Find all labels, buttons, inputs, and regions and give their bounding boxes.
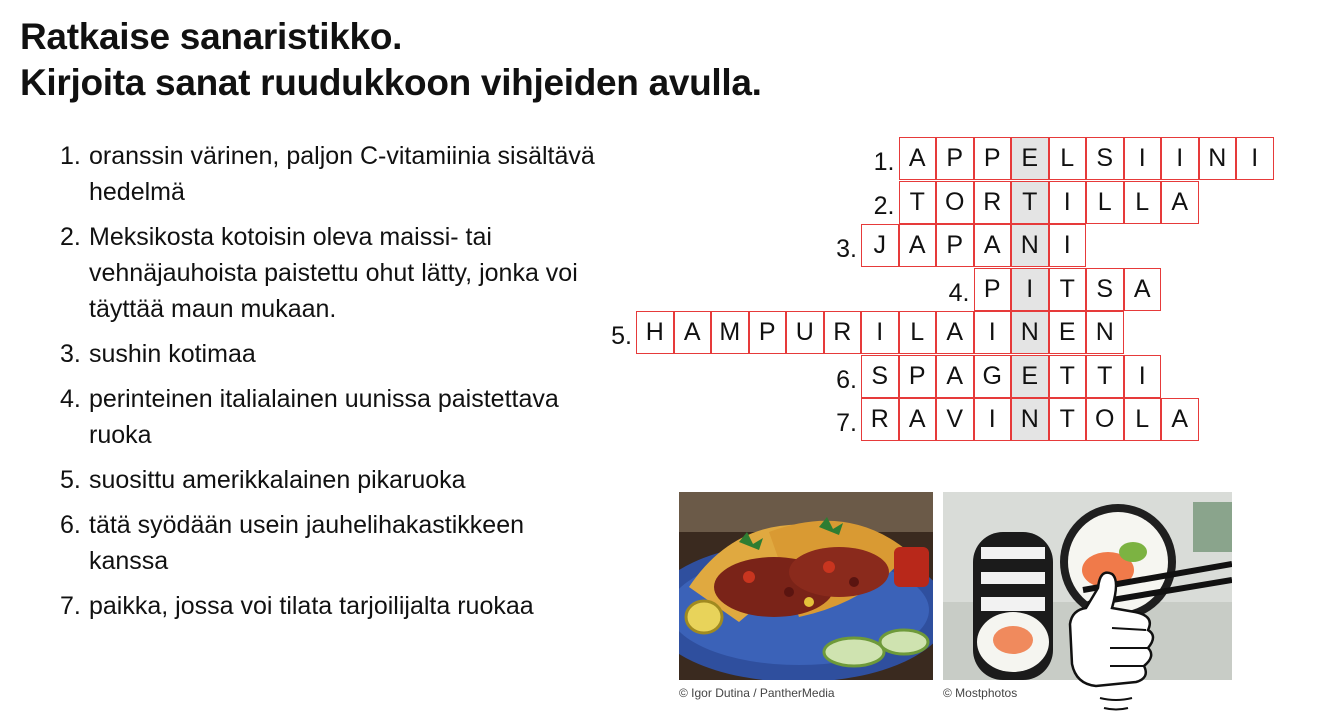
crossword-cell[interactable]: R: [974, 181, 1012, 224]
crossword-row-number: 4.: [948, 279, 970, 307]
clue-number: 3.: [60, 340, 81, 368]
clue-number: 6.: [60, 511, 81, 539]
clue-item: [60, 219, 600, 327]
crossword-cell[interactable]: A: [674, 311, 712, 354]
crossword-cell[interactable]: A: [899, 137, 937, 180]
clue-text: Meksikosta kotoisin oleva maissi- tai vehnäjauhoista paistettu ohut lätty, jonka voi täyttää maun mukaan.: [89, 223, 578, 323]
crossword-cell[interactable]: T: [1086, 355, 1124, 398]
clue-item: [60, 381, 600, 453]
crossword-key-cell[interactable]: E: [1011, 355, 1049, 398]
crossword-cell[interactable]: O: [1086, 398, 1124, 441]
clue-text: suosittu amerikkalainen pikaruoka: [89, 466, 466, 494]
crossword-row-number: 3.: [836, 235, 857, 263]
crossword-cell[interactable]: I: [1236, 137, 1274, 180]
clue-number: 4.: [60, 385, 81, 413]
crossword-cell[interactable]: I: [974, 311, 1012, 354]
tacos-photo: [679, 492, 933, 680]
crossword-cell[interactable]: V: [936, 398, 974, 441]
crossword-cell[interactable]: P: [899, 355, 937, 398]
crossword-cell[interactable]: A: [936, 311, 974, 354]
crossword-cell[interactable]: I: [974, 398, 1012, 441]
crossword-cell[interactable]: I: [861, 311, 899, 354]
crossword-cell[interactable]: L: [899, 311, 937, 354]
crossword-key-cell[interactable]: N: [1011, 398, 1049, 441]
crossword-cell[interactable]: A: [974, 224, 1012, 267]
crossword-row-number: 1.: [873, 148, 895, 176]
crossword-key-cell[interactable]: E: [1011, 137, 1049, 180]
crossword-row-number: 5.: [611, 322, 632, 350]
crossword-cell[interactable]: I: [1161, 137, 1199, 180]
crossword-row-number: 7.: [836, 409, 857, 437]
title-line-2: Kirjoita sanat ruudukkoon vihjeiden avulla.: [20, 62, 762, 103]
crossword-cell[interactable]: P: [974, 137, 1012, 180]
thumbs-up-icon: [1060, 568, 1170, 718]
crossword-cell[interactable]: J: [861, 224, 899, 267]
crossword-cell[interactable]: I: [1049, 224, 1087, 267]
crossword-cell[interactable]: P: [936, 224, 974, 267]
crossword-cell[interactable]: A: [1124, 268, 1162, 311]
crossword-cell[interactable]: P: [974, 268, 1012, 311]
clue-item: [60, 138, 600, 210]
crossword-cell[interactable]: A: [899, 398, 937, 441]
crossword-cell[interactable]: I: [1124, 355, 1162, 398]
crossword-cell[interactable]: S: [1086, 137, 1124, 180]
crossword-cell[interactable]: S: [861, 355, 899, 398]
crossword-key-cell[interactable]: I: [1011, 268, 1049, 311]
crossword-cell[interactable]: E: [1049, 311, 1087, 354]
crossword-cell[interactable]: T: [899, 181, 937, 224]
crossword-cell[interactable]: A: [936, 355, 974, 398]
crossword-row-number: 6.: [836, 366, 857, 394]
crossword-cell[interactable]: H: [636, 311, 674, 354]
crossword-cell[interactable]: P: [936, 137, 974, 180]
sushi-photo-credit: © Mostphotos: [943, 686, 1018, 700]
crossword-cell[interactable]: I: [1049, 181, 1087, 224]
crossword-row-number: 2.: [873, 192, 895, 220]
crossword-cell[interactable]: I: [1124, 137, 1162, 180]
clue-list: [60, 138, 600, 633]
page-title: [20, 14, 762, 106]
tacos-illustration: [679, 492, 933, 680]
crossword-cell[interactable]: T: [1049, 355, 1087, 398]
clue-item: [60, 588, 600, 624]
clue-text: perinteinen italialainen uunissa paistettava ruoka: [89, 385, 559, 449]
clue-item: [60, 507, 600, 579]
clue-item: [60, 462, 600, 498]
crossword-cell[interactable]: T: [1049, 398, 1087, 441]
clue-number: 1.: [60, 142, 81, 170]
clue-text: paikka, jossa voi tilata tarjoilijalta ruokaa: [89, 592, 534, 620]
crossword-cell[interactable]: S: [1086, 268, 1124, 311]
clue-text: tätä syödään usein jauhelihakastikkeen kanssa: [89, 511, 525, 575]
crossword-key-cell[interactable]: T: [1011, 181, 1049, 224]
crossword-cell[interactable]: T: [1049, 268, 1087, 311]
crossword-key-cell[interactable]: N: [1011, 311, 1049, 354]
crossword-cell[interactable]: N: [1086, 311, 1124, 354]
crossword-cell[interactable]: L: [1124, 181, 1162, 224]
crossword-cell[interactable]: A: [1161, 181, 1199, 224]
crossword-cell[interactable]: L: [1049, 137, 1087, 180]
crossword-cell[interactable]: O: [936, 181, 974, 224]
clue-number: 7.: [60, 592, 81, 620]
crossword-cell[interactable]: P: [749, 311, 787, 354]
clue-text: sushin kotimaa: [89, 340, 256, 368]
crossword-cell[interactable]: M: [711, 311, 749, 354]
crossword-cell[interactable]: N: [1199, 137, 1237, 180]
crossword-cell[interactable]: U: [786, 311, 824, 354]
tacos-photo-credit: © Igor Dutina / PantherMedia: [679, 686, 835, 700]
crossword-cell[interactable]: R: [824, 311, 862, 354]
crossword-cell[interactable]: A: [1161, 398, 1199, 441]
clue-text: oranssin värinen, paljon C-vitamiinia sisältävä hedelmä: [89, 142, 595, 206]
clue-number: 5.: [60, 466, 81, 494]
title-line-1: Ratkaise sanaristikko.: [20, 16, 403, 57]
clue-item: [60, 336, 600, 372]
crossword-cell[interactable]: L: [1086, 181, 1124, 224]
crossword-key-cell[interactable]: N: [1011, 224, 1049, 267]
crossword-cell[interactable]: L: [1124, 398, 1162, 441]
crossword-cell[interactable]: A: [899, 224, 937, 267]
clue-number: 2.: [60, 223, 81, 251]
crossword-cell[interactable]: R: [861, 398, 899, 441]
crossword-cell[interactable]: G: [974, 355, 1012, 398]
